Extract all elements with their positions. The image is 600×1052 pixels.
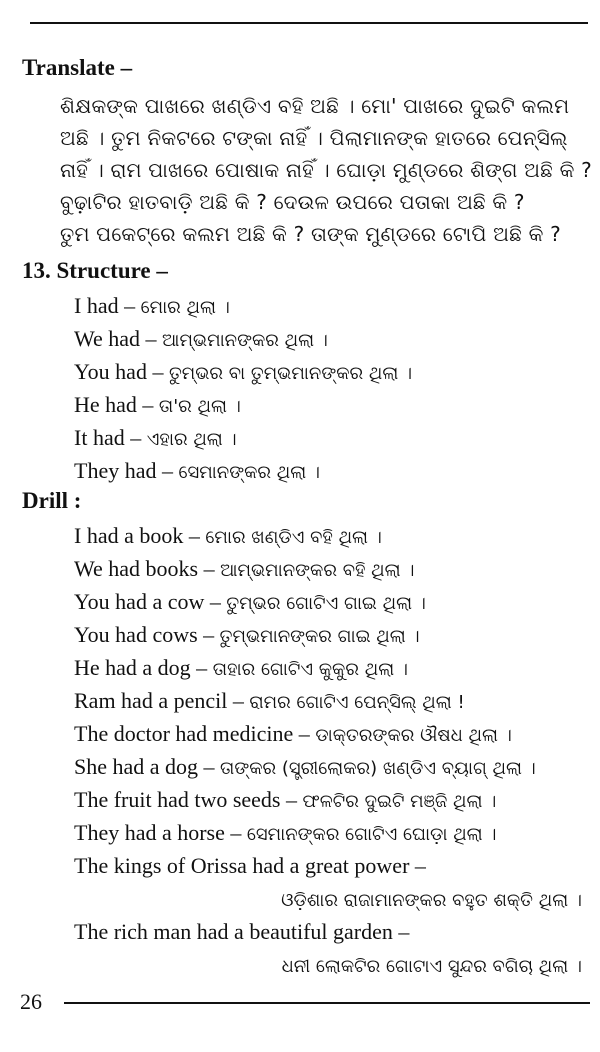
drill-item [74,618,600,651]
structure-item [74,421,412,454]
drill-english: They had a horse – [74,820,247,845]
drill-odia: ଡାକ୍ତରଙ୍କର ଔଷଧ ଥିଲା । [315,725,512,746]
drill-english: Ram had a pencil – [74,688,250,713]
drill-list [74,519,600,981]
drill-english: She had a dog – [74,754,221,779]
translate-line: ତୁମ ପକେଟ୍‌ରେ କଲମ ଅଛି କି ? ତାଙ୍କ ମୁଣ୍ଡରେ ଟୋପି ଅଛି କି ? [60,222,561,246]
translate-line: ଶିକ୍ଷକଙ୍କ ପାଖରେ ଖଣ୍ଡିଏ ବହି ଅଛି । ମୋ' ପାଖରେ ଦୁଇଟି କଲମ [60,94,570,118]
structure-item [74,454,412,487]
drill-item [74,519,600,552]
drill-item [74,783,600,816]
drill-item-long [74,915,600,948]
drill-odia: ତାହାର ଗୋଟିଏ କୁକୁର ଥିଲା । [212,659,408,680]
structure-odia: ଏହାର ଥିଲା । [146,429,237,450]
drill-odia: ଆମ୍ଭମାନଙ୍କର ବହି ଥିଲା । [220,560,415,581]
translate-paragraph [60,90,595,250]
drill-odia: ରାମର ଗୋଟିଏ ପେନ୍‌ସିଲ୍ ଥିଲା ! [249,692,465,713]
structure-odia: ସେମାନଙ୍କର ଥିଲା । [178,462,321,483]
drill-odia: ତୁମ୍ଭମାନଙ୍କର ଗାଇ ଥିଲା । [219,626,420,647]
drill-odia: ସେମାନଙ୍କର ଗୋଟିଏ ଘୋଡ଼ା ଥିଲା । [246,824,497,845]
drill-english: I had a book – [74,523,206,548]
drill-heading: Drill : [22,488,82,513]
drill-english: The kings of Orissa had a great power – [74,853,426,878]
drill-item [74,750,600,783]
drill-english: The fruit had two seeds – [74,787,303,812]
drill-english: The rich man had a beautiful garden – [74,919,410,944]
drill-item [74,684,600,717]
structure-odia: ତା'ର ଥିଲା । [158,396,241,417]
drill-odia: ମୋର ଖଣ୍ଡିଏ ବହି ଥିଲା । [205,527,382,548]
top-rule [30,22,588,24]
structure-english: I had – [74,293,141,318]
drill-item [74,585,600,618]
structure-english: It had – [74,425,147,450]
structure-odia: ତୁମ୍ଭର ବା ତୁମ୍ଭମାନଙ୍କର ଥିଲା । [168,363,413,384]
drill-odia: ତୁମ୍ଭର ଗୋଟିଏ ଗାଇ ଥିଲା । [226,593,426,614]
structure-odia: ମୋର ଥିଲା । [140,297,230,318]
page-number: 26 [20,989,42,1014]
structure-english: He had – [74,392,159,417]
translate-line: ବୁଢ଼ାଟିର ହାତବାଡ଼ି ଅଛି କି ? ଦେଉଳ ଉପରେ ପତାକା ଅଛି କି ? [60,190,525,214]
drill-odia: ଫଳଟିର ଦୁଇଟି ମଞ୍ଜି ଥିଲା । [302,791,497,812]
drill-english: He had a dog – [74,655,213,680]
translate-line: ନାହିଁ । ରାମ ପାଖରେ ପୋଷାକ ନାହିଁ । ଘୋଡ଼ା ମୁଣ୍ଡରେ ଶିଙ୍ଗ ଅଛି କି ? [60,158,592,182]
structure-item [74,289,412,322]
drill-item [74,651,600,684]
drill-english: You had cows – [74,622,220,647]
drill-item [74,552,600,585]
drill-item [74,717,600,750]
drill-odia: ଧନୀ ଲୋକଟିର ଗୋଟାଏ ସୁନ୍ଦର ବଗିଚା ଥିଲା । [281,956,582,977]
structure-english: They had – [74,458,179,483]
structure-odia: ଆମ୍ଭମାନଙ୍କର ଥିଲା । [162,330,328,351]
drill-english: You had a cow – [74,589,227,614]
drill-item-long-translation [74,882,600,915]
drill-odia: ତାଙ୍କର (ସ୍ତ୍ରୀଲୋକର) ଖଣ୍ଡିଏ ବ୍ୟାଗ୍ ଥିଲା । [220,758,536,779]
structure-item [74,355,412,388]
drill-odia: ଓଡ଼ିଶାର ରାଜାମାନଙ୍କର ବହୁତ ଶକ୍ତି ଥିଲା । [281,890,582,911]
structure-english: We had – [74,326,163,351]
drill-item-long-translation [74,948,600,981]
drill-item [74,816,600,849]
structure-list [74,289,412,487]
structure-english: You had – [74,359,169,384]
drill-english: We had books – [74,556,221,581]
structure-item [74,388,412,421]
structure-heading: 13. Structure – [22,258,168,283]
translate-line: ଅଛି । ତୁମ ନିକଟରେ ଟଙ୍କା ନାହିଁ । ପିଲାମାନଙ୍କ ହାତରେ ପେନ୍‌ସିଲ୍ [60,126,568,150]
drill-item-long [74,849,600,882]
translate-heading: Translate – [22,55,133,80]
bottom-rule [64,1002,590,1004]
drill-english: The doctor had medicine – [74,721,316,746]
structure-item [74,322,412,355]
